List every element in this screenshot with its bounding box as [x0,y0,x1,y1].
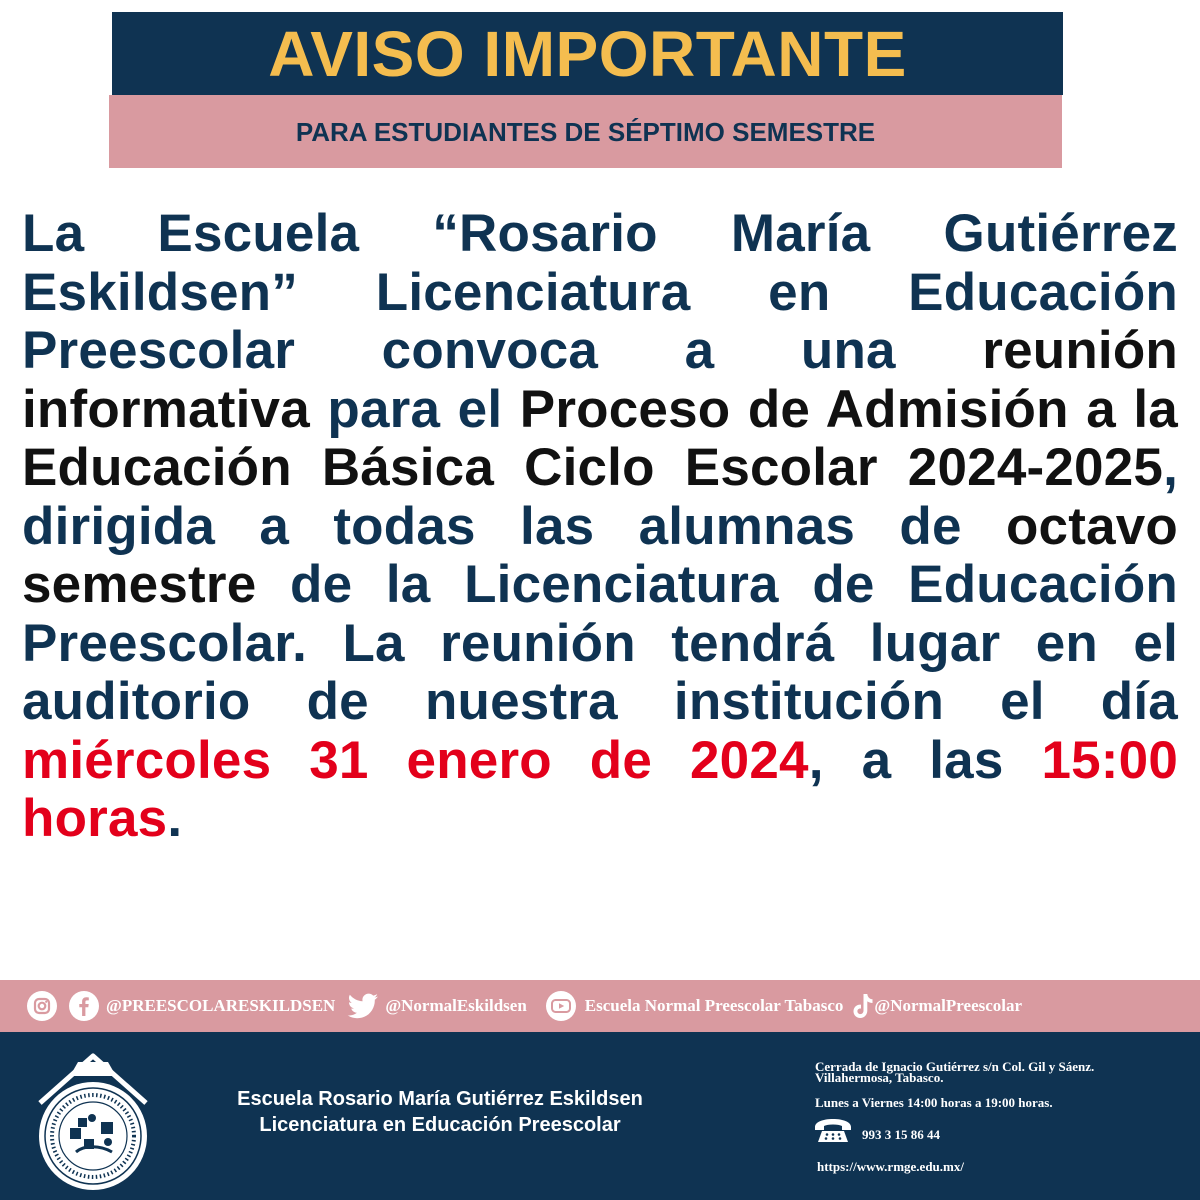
website-link[interactable]: https://www.rmge.edu.mx/ [817,1159,964,1174]
tiktok-handle[interactable]: @NormalPreescolar [874,996,1023,1015]
youtube-channel[interactable]: Escuela Normal Preescolar Tabasco [584,996,844,1015]
school-name-block [180,1086,700,1138]
notice-location: de la Licenciatura de Educación Preescolar. La reunión tendrá lugar en el auditorio de nuestra institución el día [22,555,1178,731]
phone-number[interactable]: 993 3 15 86 44 [862,1127,940,1142]
page-title: AVISO IMPORTANTE [268,17,907,90]
notice-intro: La Escuela “Rosario María Gutiérrez Eskildsen” Licenciatura en Educación Preescolar convoca a una [22,204,1178,380]
notice-time: 15:00 horas [22,730,1179,848]
youtube-icon[interactable] [546,991,576,1021]
page-subtitle: PARA ESTUDIANTES DE SÉPTIMO SEMESTRE [295,116,876,147]
notice-connector-1: para el [309,379,520,439]
notice-date: miércoles 31 enero de 2024 [22,730,809,790]
instagram-icon[interactable] [27,991,57,1021]
notice-meeting-type: reunión informativa [22,321,1178,439]
tiktok-icon[interactable] [852,991,874,1021]
twitter-handle[interactable]: @NormalEskildsen [385,996,527,1015]
notice-paragraph [22,205,1178,849]
notice-semester: octavo semestre [22,496,1178,614]
logo-label: TABASCO [75,1076,111,1083]
twitter-icon[interactable] [346,991,380,1021]
address-line-2: Villahermosa, Tabasco. [815,1070,944,1085]
school-logo [28,1048,158,1193]
title-banner [112,12,1063,95]
notice-process: Proceso de Admisión a la Educación Básica Ciclo Escolar 2024-2025 [22,379,1178,497]
office-hours: Lunes a Viernes 14:00 horas a 19:00 horas. [815,1095,1053,1110]
phone-icon [813,1118,857,1146]
school-name: Escuela Rosario María Gutiérrez Eskildsen [237,1088,643,1110]
notice-connector-3: , a las [808,730,1042,790]
address-line-1: Cerrada de Ignacio Gutiérrez s/n Col. Gil y Sáenz. [815,1059,1095,1074]
notice-period: . [167,789,183,848]
notice-connector-2: , dirigida a todas las alumnas de [22,438,1178,556]
facebook-handle[interactable]: @PREESCOLARESKILDSEN [106,996,336,1015]
facebook-icon[interactable] [69,991,99,1021]
program-name: Licenciatura en Educación Preescolar [259,1114,621,1136]
social-media-bar [0,980,1200,1032]
subtitle-banner [109,95,1062,168]
